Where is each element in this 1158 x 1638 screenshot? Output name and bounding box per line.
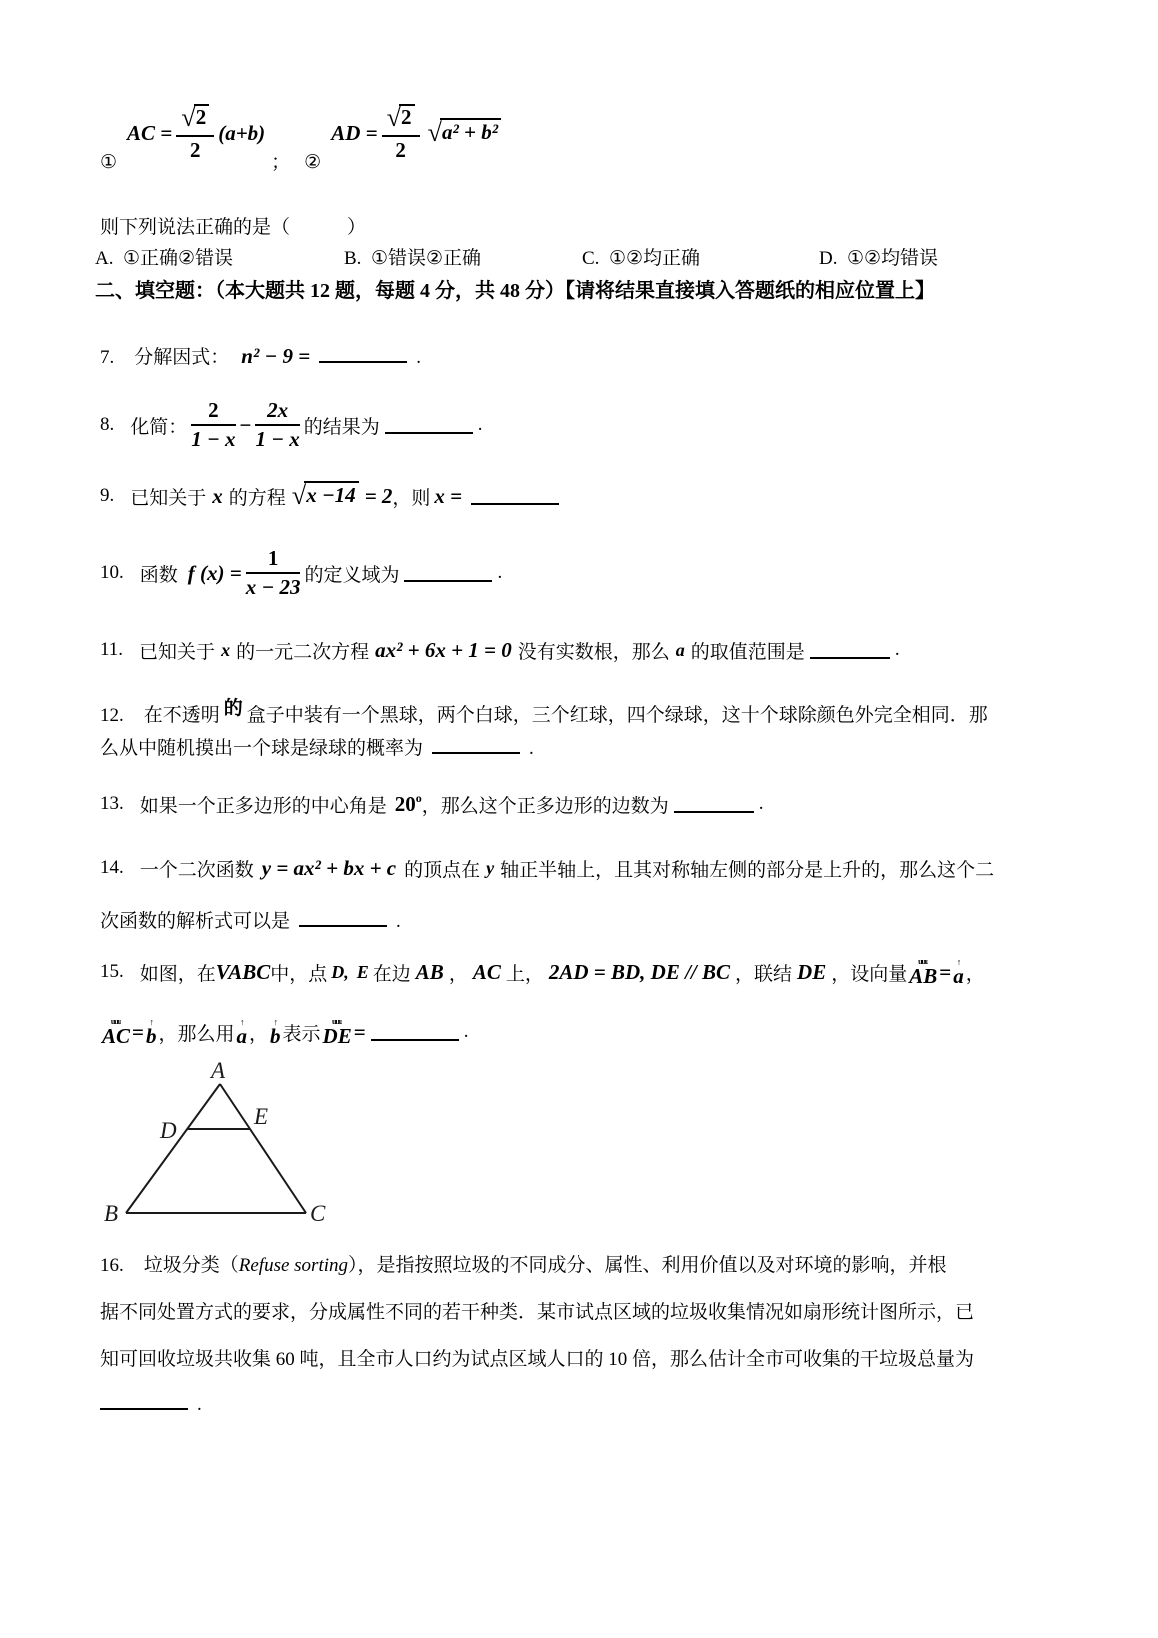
segment-ac: AC — [472, 959, 501, 984]
minus-sign: − — [239, 412, 252, 437]
question-14-line2 — [100, 906, 401, 933]
formula2-radical: √ a² + b² — [428, 118, 501, 148]
formula2-lhs: AD = — [331, 120, 378, 145]
option-c: C. ①②均正确 — [582, 248, 701, 269]
option-a: A. ①正确②错误 — [95, 248, 234, 269]
question-text: 已知关于 — [130, 487, 207, 509]
question-text: 的定义域为 — [304, 564, 400, 586]
question-text: 已知关于 — [139, 641, 216, 663]
question-text: 的方程 — [228, 487, 286, 509]
central-angle-value: 20$^o$ — [394, 791, 422, 816]
question-16-line4 — [100, 1393, 202, 1416]
quadratic-equation: ax² + 6x + 1 = 0 — [375, 637, 512, 662]
question-number: 12. — [100, 705, 124, 726]
question-text: 函数 — [139, 564, 178, 586]
question-text: ，那么用 — [158, 1023, 235, 1045]
variable-y: y — [486, 857, 495, 878]
question-text: 轴正半轴上，且其对称轴左侧的部分是上升的，那么这个二 — [500, 859, 995, 881]
period: . — [197, 1394, 202, 1415]
point-d: D, — [331, 961, 349, 982]
formula1-fraction: √ $\frac{2}{2}$ — [176, 104, 214, 162]
variable-x: x — [212, 483, 223, 508]
variable-x: x = — [434, 483, 463, 508]
equals-sign: = — [939, 959, 952, 984]
period: . — [463, 1021, 469, 1042]
point-label-d: D — [160, 1118, 177, 1143]
equals-sign: = — [132, 1019, 144, 1044]
question6-stem: 则下列说法正确的是（ ） — [100, 217, 367, 238]
question-text: 没有实数根，那么 — [517, 641, 670, 663]
question-16-line1 — [100, 1250, 947, 1277]
formula1-lhs: AC = — [127, 120, 173, 145]
section2-heading: 二、填空题：（本大题共 12 题，每题 4 分，共 48 分）【请将结果直接填入答题纸的相应位置上】 — [95, 280, 935, 302]
raised-character: 的 — [223, 698, 243, 719]
question-16-line3: 知可回收垃圾共收集 60 吨，且全市人口约为试点区域人口的 10 倍，那么估计全市可收集的干垃圾总量为 — [100, 1349, 975, 1370]
question-14-line1 — [100, 848, 994, 888]
question-text: 次函数的解析式可以是 — [100, 911, 291, 932]
question-text: ，则 — [392, 487, 431, 509]
formula1-tail: (a+b) — [218, 120, 266, 145]
question-text: ，设向量 — [831, 963, 908, 985]
answer-blank — [432, 737, 520, 754]
intro-formulas — [100, 90, 501, 176]
comma: ， — [249, 1023, 269, 1045]
vector-de: uuu DE — [323, 1018, 352, 1047]
answer-blank — [404, 565, 492, 582]
english-term: Refuse sorting — [238, 1255, 349, 1276]
question-13 — [100, 786, 764, 822]
function-notation: f (x) = — [187, 560, 242, 585]
question-11 — [100, 630, 900, 670]
answer-blank — [471, 488, 559, 505]
triangle-abc-notation: VABC — [215, 959, 271, 984]
question-text: 么从中随机摸出一个球是绿球的概率为 — [100, 738, 424, 759]
formula2-fraction: √ $\frac{2}{2}$ — [382, 104, 420, 162]
period: . — [529, 738, 534, 759]
radical-sign: √ 2 — [387, 104, 415, 133]
vector-b: ↑ b — [146, 1018, 157, 1047]
variable-x: x — [221, 639, 231, 660]
question-text: 中，点 — [270, 963, 328, 985]
answer-blank — [319, 346, 407, 363]
answer-blank — [371, 1024, 459, 1041]
point-label-e: E — [254, 1104, 269, 1129]
vertex-label-b: B — [104, 1201, 119, 1226]
question-text: 一个二次函数 — [139, 859, 254, 881]
factor-expression: n² − 9 = — [241, 344, 311, 368]
question-text: 垃圾分类（ — [143, 1255, 239, 1276]
triangle-diagram — [98, 1060, 338, 1230]
period: . — [894, 639, 900, 660]
vector-a: ↑ a — [953, 958, 964, 987]
question-number: 15. — [100, 961, 124, 982]
question-text: ，那么这个正多边形的边数为 — [421, 795, 669, 817]
comma: ， — [448, 963, 468, 985]
question-text: 在不透明 — [143, 705, 220, 726]
period: . — [396, 911, 401, 932]
vector-a: ↑ a — [237, 1018, 248, 1047]
answer-blank — [674, 796, 754, 813]
option-d: D. ①②均错误 — [819, 248, 939, 269]
question-text: 化简： — [130, 416, 188, 438]
question-text: 表示 — [282, 1023, 321, 1045]
period: . — [477, 414, 483, 435]
formula-separator: ； — [271, 152, 291, 173]
comma: ， — [965, 963, 985, 985]
equals-sign: = — [353, 1019, 366, 1044]
question-text: 分解因式： — [134, 347, 230, 368]
vector-ab: uuu AB — [909, 958, 937, 987]
answer-blank — [299, 910, 387, 927]
answer-blank — [810, 642, 890, 659]
question-12-line2 — [100, 733, 534, 760]
vertex-label-a: A — [211, 1060, 226, 1083]
question-7 — [100, 342, 421, 369]
fraction: $\frac{1}{x - 23}$ — [245, 545, 301, 599]
segment-ab: AB — [415, 959, 444, 984]
relation-expression: 2AD = BD, DE // BC — [548, 959, 731, 984]
question-text: 在 — [196, 963, 216, 985]
period: . — [416, 347, 421, 368]
question-number: 13. — [100, 793, 124, 814]
question-text: 如果一个正多边形的中心角是 — [139, 795, 387, 817]
question-text: ），是指按照垃圾的不同成分、属性、利用价值以及对环境的影响，并根 — [348, 1255, 947, 1276]
radical-expression: √ x −14 — [292, 481, 359, 511]
fraction-1: $\frac{2}{1 - x}$ — [191, 397, 236, 451]
vector-b: ↑ b — [270, 1018, 281, 1047]
radical-sign: √ 2 — [181, 104, 209, 133]
segment-de: DE — [797, 959, 827, 984]
question-text: 的顶点在 — [404, 859, 481, 881]
question-8 — [100, 392, 482, 458]
question-number: 7. — [100, 347, 115, 368]
fraction-2: $\frac{2x}{1 - x}$ — [255, 397, 300, 451]
period: . — [497, 562, 503, 583]
question-10 — [100, 540, 502, 606]
question-text: 的一元二次方程 — [236, 641, 370, 663]
point-e: E — [356, 961, 369, 982]
vector-ac: uuu AC — [102, 1018, 130, 1047]
question-9 — [100, 476, 564, 516]
question-text: 如图， — [139, 963, 197, 985]
question-15-line1 — [100, 950, 985, 994]
question-text: 盒子中装有一个黑球，两个白球，三个红球，四个绿球，这十个球除颜色外完全相同．那 — [246, 705, 988, 726]
question-12-line1 — [100, 693, 988, 727]
variable-a: a — [675, 639, 685, 660]
question-number: 8. — [100, 414, 115, 435]
question-text: 在边 — [372, 963, 411, 985]
answer-blank — [100, 1393, 188, 1410]
quadratic-function: y = ax² + bx + c — [261, 855, 397, 880]
question-15-line2 — [100, 1010, 468, 1054]
question-16-line2: 据不同处置方式的要求，分成属性不同的若干种类．某市试点区域的垃圾收集情况如扇形统计图所示，已 — [100, 1302, 975, 1323]
item1-circled-label: ① — [100, 152, 118, 173]
vertex-label-c: C — [310, 1201, 326, 1226]
question-number: 10. — [100, 562, 124, 583]
answer-blank — [385, 417, 473, 434]
period: . — [758, 793, 764, 814]
equals-two: = 2 — [364, 483, 393, 508]
item2-circled-label: ② — [304, 152, 322, 173]
question-number: 16. — [100, 1255, 124, 1276]
question-text: 的取值范围是 — [690, 641, 805, 663]
option-b: B. ①错误②正确 — [344, 248, 482, 269]
question-text: ，联结 — [735, 963, 793, 985]
question-number: 14. — [100, 857, 124, 878]
question-number: 11. — [100, 639, 124, 660]
question-number: 9. — [100, 485, 115, 506]
question-text: 的结果为 — [303, 416, 380, 438]
question-text: 上， — [505, 963, 544, 985]
